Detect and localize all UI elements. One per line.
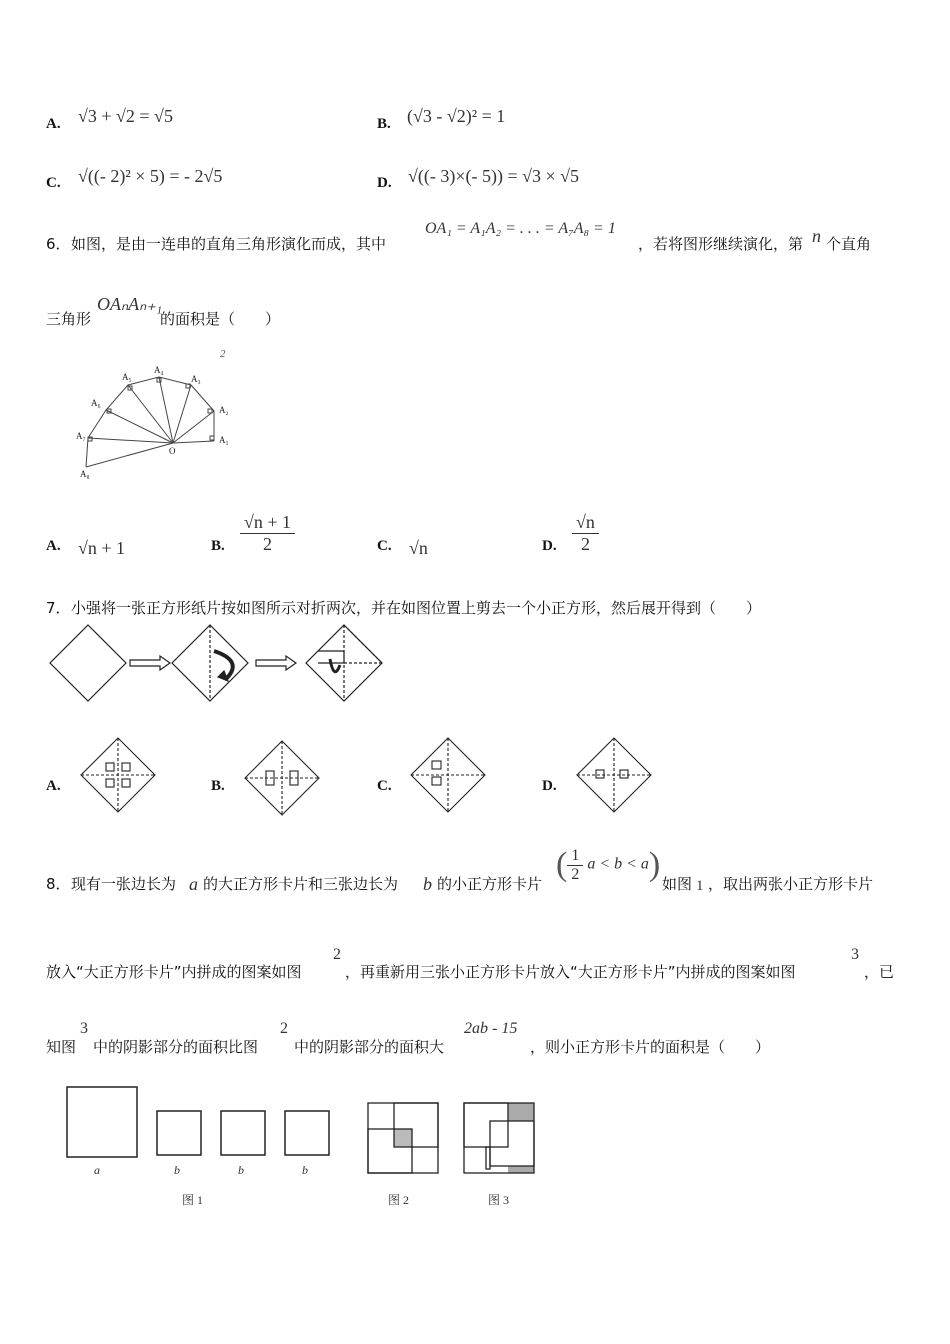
q5-option-d-label[interactable]: D. (377, 175, 392, 191)
q6-fig-mark: 2 (220, 348, 226, 360)
q8-text-5: ，取出两张小正方形卡片 (708, 875, 874, 893)
small-square-b2 (221, 1111, 265, 1155)
q6-option-b-expr: $\frac{√n + 1}{2}$ (240, 512, 295, 555)
q8-text-9: 知图 (46, 1038, 77, 1056)
caption-b2: b (238, 1163, 244, 1177)
point-a2: A₂ (219, 405, 229, 415)
q8-text-1: 现有一张边长为 (71, 875, 177, 893)
q6-option-a-label[interactable]: A. (46, 538, 61, 554)
q6-text-3: 个直角 (826, 235, 872, 253)
q8-number: 8． (46, 875, 71, 893)
fig2-pattern (368, 1103, 438, 1173)
q8-fig1-ref: 1 (696, 878, 704, 894)
q6-number: 6． (46, 235, 71, 253)
q5-option-b-expr: (√3 - √2)² = 1 (407, 106, 506, 126)
q5-option-b-label[interactable]: B. (377, 116, 391, 132)
q8-text-10: 中的阴影部分的面积比图 (93, 1038, 259, 1056)
q8-text-12: ，则小正方形卡片的面积是（ ） (530, 1038, 771, 1056)
q6-option-d-expr: $\frac{√n}{2}$ (572, 512, 599, 555)
q7-number: 7． (46, 599, 71, 617)
caption-fig2: 图 2 (388, 1193, 410, 1207)
point-a7: A₇ (76, 431, 86, 441)
q6-option-a-expr: √n + 1 (78, 538, 126, 558)
q8-text-6: 放入“大正方形卡片”内拼成的图案如图 (46, 963, 302, 981)
q5-option-d-expr: √((- 3)×(- 5)) = √3 × √5 (408, 166, 580, 186)
caption-fig1: 图 1 (182, 1193, 204, 1207)
point-a6: A₆ (91, 398, 101, 408)
q5-option-a-label[interactable]: A. (46, 116, 61, 132)
q7-option-b-label[interactable]: B. (211, 778, 225, 794)
q6-text-5: 的面积是（ ） (160, 310, 281, 328)
q7-option-d-label[interactable]: D. (542, 778, 557, 794)
q8-fig3-ref: 3 (851, 946, 859, 963)
q5-option-c-expr: √((- 2)² × 5) = - 2√5 (78, 166, 223, 186)
q6-n: n (812, 226, 821, 246)
q6-option-b-label[interactable]: B. (211, 538, 225, 554)
q6-text-1: 如图，是由一连串的直角三角形演化而成，其中 (71, 235, 387, 253)
caption-b1: b (174, 1163, 180, 1177)
q6-text-4: 三角形 (46, 310, 92, 328)
q7-folding-figure (48, 623, 388, 709)
caption-b3: b (302, 1163, 308, 1177)
caption-fig3: 图 3 (488, 1193, 510, 1207)
q8-text-2: 的大正方形卡片和三张边长为 (203, 875, 399, 893)
q7-text: 小强将一张正方形纸片按如图所示对折两次，并在如图位置上剪去一个小正方形，然后展开得到（ ） (71, 599, 762, 617)
q8-var-a: a (189, 874, 198, 894)
q8-var-b: b (423, 874, 432, 894)
q7-option-c-figure[interactable] (410, 737, 486, 817)
point-a3: A₃ (191, 374, 201, 384)
q8-text-4: 如图 (662, 875, 693, 893)
q6-triangle: OAₙAₙ₊₁ (97, 294, 163, 314)
q6-option-d-label[interactable]: D. (542, 538, 557, 554)
q8-fig3b-ref: 3 (80, 1020, 88, 1037)
point-o: O (169, 446, 176, 456)
q8-fig2b-ref: 2 (280, 1020, 288, 1037)
q8-text-7: ，再重新用三张小正方形卡片放入“大正方形卡片”内拼成的图案如图 (345, 963, 796, 981)
fig3-pattern (464, 1103, 534, 1173)
q6-formula: OA₁ = A₁A₂ = . . . = A₇A₈ = 1 (425, 220, 616, 237)
q7-option-a-figure[interactable] (80, 737, 156, 817)
q5-option-c-label[interactable]: C. (46, 175, 61, 191)
q6-text-2: ，若将图形继续演化，第 (638, 235, 804, 253)
q8-diff: 2ab - 15 (464, 1020, 518, 1037)
q6-spiral-figure (70, 345, 260, 484)
q8-text-8: ，已 (864, 963, 895, 981)
q8-text-3: 的小正方形卡片 (437, 875, 543, 893)
q7-option-c-label[interactable]: C. (377, 778, 392, 794)
q6-option-c-label[interactable]: C. (377, 538, 392, 554)
point-a4: A₄ (154, 365, 164, 375)
point-a8: A₈ (80, 469, 90, 479)
caption-a: a (94, 1163, 100, 1177)
big-square-a (67, 1087, 137, 1157)
q7-option-d-figure[interactable] (576, 737, 652, 817)
small-square-b1 (157, 1111, 201, 1155)
q5-option-a-expr: √3 + √2 = √5 (78, 106, 173, 126)
q7-option-a-label[interactable]: A. (46, 778, 61, 794)
q8-condition: ( $\frac{1}{2}$ a < b < a) (556, 846, 661, 883)
point-a1: A₁ (219, 435, 229, 445)
point-a5: A₅ (122, 372, 132, 382)
q8-fig2-ref: 2 (333, 946, 341, 963)
small-square-b3 (285, 1111, 329, 1155)
q7-option-b-figure[interactable] (244, 740, 320, 820)
q6-option-c-expr: √n (409, 538, 428, 558)
q8-figures (60, 1080, 550, 1219)
q8-text-11: 中的阴影部分的面积大 (294, 1038, 445, 1056)
